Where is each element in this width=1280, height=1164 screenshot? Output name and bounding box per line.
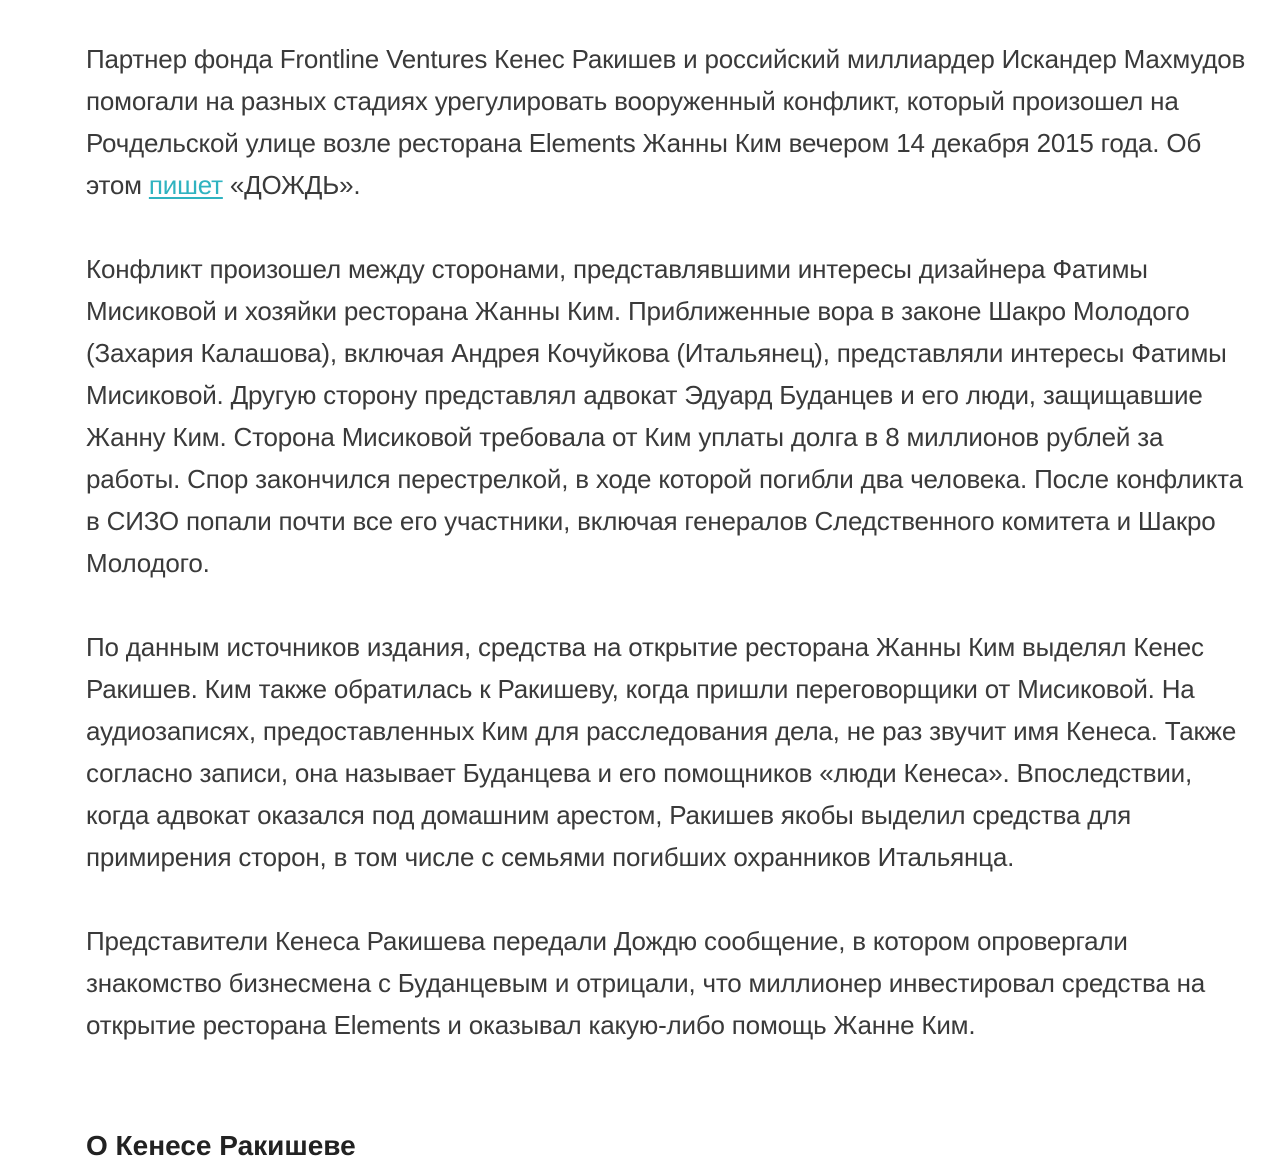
paragraph-intro-tail: «ДОЖДЬ».	[222, 170, 361, 200]
paragraph-conflict: Конфликт произошел между сторонами, представлявшими интересы дизайнера Фатимы Мисиковой и хозяйки ресторана Жанны Ким. Приближенные вора в законе Шакро Молодого (Захария Калашова), включая Андрея Кочуйкова (Итальянец), представляли интересы Фатимы Мисиковой. Другую сторону представлял адвокат Эдуард Буданцев и его люди, защищавшие Жанну Ким. Сторона Мисиковой требовала от Ким уплаты долга в 8 миллионов рублей за работы. Спор закончился перестрелкой, в ходе которой погибли два человека. После конфликта в СИЗО попали почти все его участники, включая генералов Следственного комитета и Шакро Молодого.	[86, 254, 1243, 578]
paragraph-intro	[86, 38, 1246, 206]
source-link[interactable]: пишет	[148, 170, 223, 200]
article-body	[86, 38, 1246, 1046]
paragraph-intro-text: Партнер фонда Frontline Ventures Кенес Ракишев и российский миллиардер Искандер Махмудов помогали на разных стадиях урегулировать вооруженный конфликт, который произошел на Рочдельской улице возле ресторана Elements Жанны Ким вечером 14 декабря 2015 года. Об этом	[86, 44, 1246, 200]
paragraph-denial: Представители Кенеса Ракишева передали Дождю сообщение, в котором опровергали знакомство бизнесмена с Буданцевым и отрицали, что миллионер инвестировал средства на открытие ресторана Elements и оказывал какую-либо помощь Жанне Ким.	[86, 926, 1206, 1040]
paragraph-sources: По данным источников издания, средства на открытие ресторана Жанны Ким выделял Кенес Ракишев. Ким также обратилась к Ракишеву, когда пришли переговорщики от Мисиковой. На аудиозаписях, предоставленных Ким для расследования дела, не раз звучит имя Кенеса. Также согласно записи, она называет Буданцева и его помощников «люди Кенеса». Впоследствии, когда адвокат оказался под домашним арестом, Ракишев якобы выделил средства для примирения сторон, в том числе с семьями погибших охранников Итальянца.	[86, 632, 1237, 872]
section-heading: О Кенесе Ракишеве	[86, 1130, 356, 1161]
